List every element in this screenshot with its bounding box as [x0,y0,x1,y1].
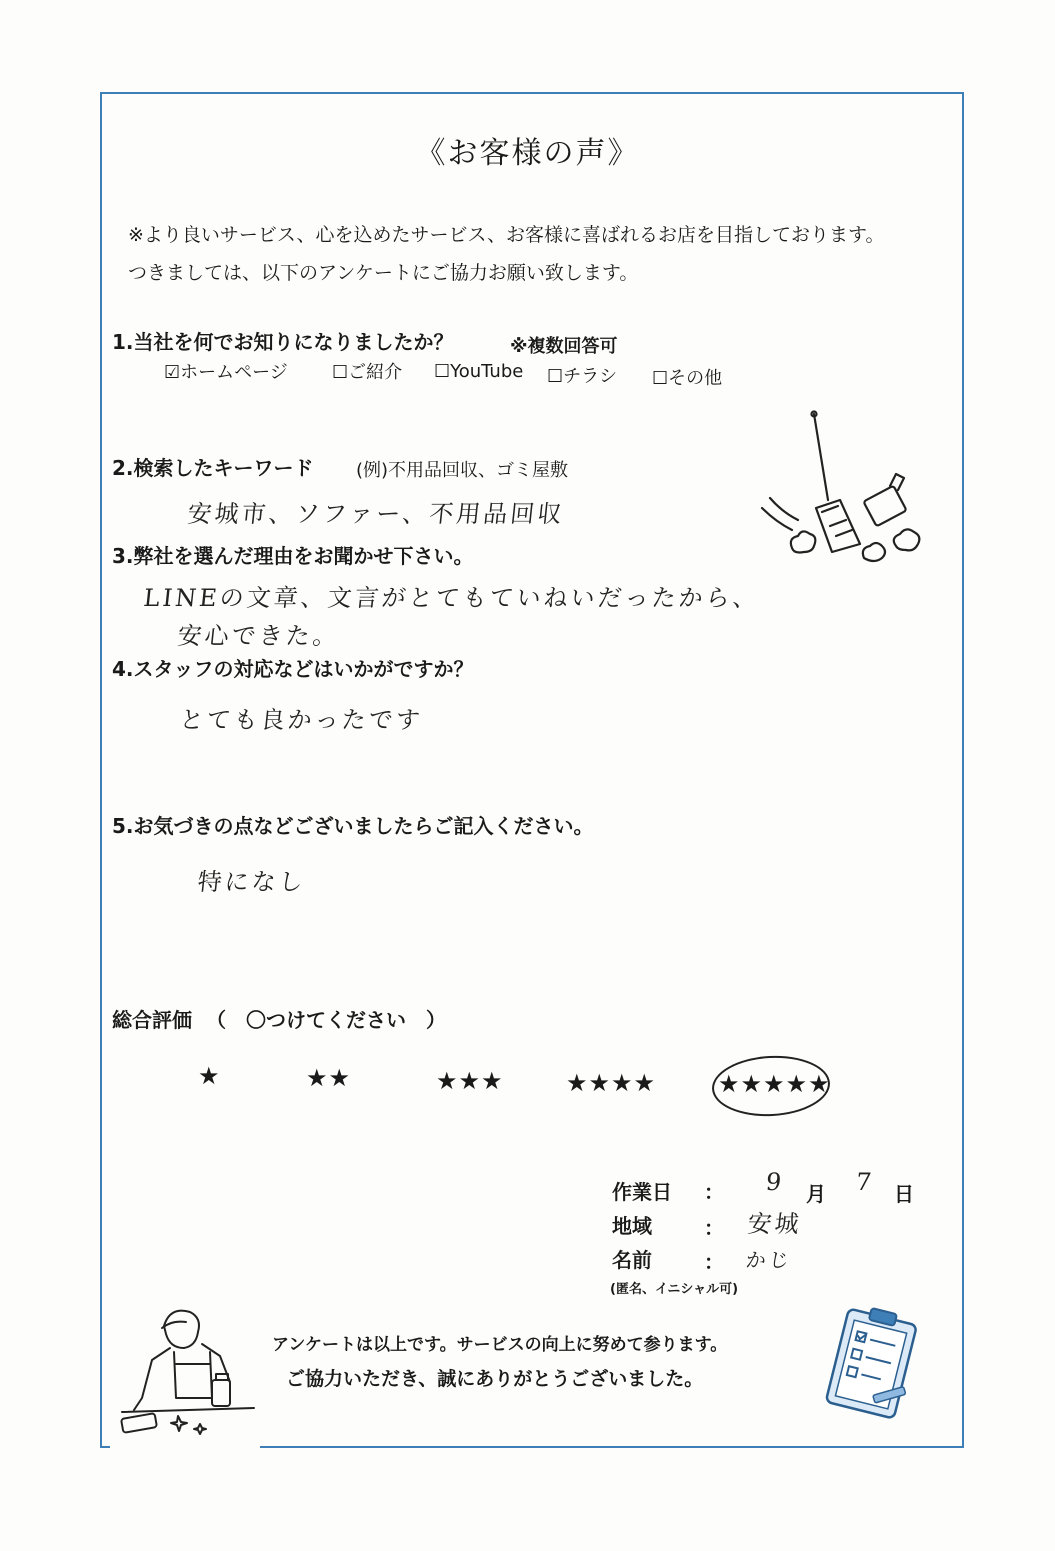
intro-line-2: つきましては、以下のアンケートにご協力お願い致します。 [128,262,639,284]
page-frame [100,92,964,1448]
checkbox-icon: ☐ [547,366,564,387]
work-date-month-value: 9 [764,1168,786,1196]
option-youtube[interactable]: ☐YouTube [434,361,524,382]
rating-option-2[interactable]: ★★ [306,1064,352,1092]
question-3-label: 3.弊社を選んだ理由をお聞かせ下さい。 [112,544,474,568]
option-other[interactable]: ☐その他 [652,368,723,389]
question-4-label: 4.スタッフの対応などはいかがですか？ [112,657,474,681]
page-title: 《お客様の声》 [415,136,640,171]
intro-line-1: ※より良いサービス、心を込めたサービス、お客様に喜ばれるお店を目指しております。 [128,224,885,246]
question-1-note: ※複数回答可 [510,336,618,357]
rating-option-3[interactable]: ★★★ [436,1067,504,1095]
question-5-answer: 特になし [196,868,308,896]
checkbox-checked-icon: ☑ [164,362,181,383]
question-2-example: (例)不用品回収、ゴミ屋敷 [356,460,569,481]
broom-dustpan-icon [752,408,932,578]
question-2-label: 2.検索したキーワード [112,456,314,480]
option-homepage[interactable]: ☑ホームページ [164,362,288,383]
rating-label: 総合評価 [112,1008,192,1032]
checkbox-icon: ☐ [332,362,349,383]
question-3-answer-line-1: LINEの文章、文言がとてもていねいだったから、 [142,584,762,612]
area-label: 地域 [612,1214,652,1238]
checkbox-icon: ☐ [652,368,669,389]
closing-line-2: ご協力いただき、誠にありがとうございました。 [286,1368,704,1390]
area-value: 安城 [746,1210,804,1238]
question-1-label: 1.当社を何でお知りになりましたか？ [112,330,454,354]
name-colon: ： [704,1250,724,1274]
rating-option-1[interactable]: ★ [198,1062,221,1090]
area-colon: ： [704,1216,724,1240]
question-2-answer: 安城市、ソファー、不用品回収 [186,500,566,528]
name-value: かじ [744,1248,794,1272]
option-flyer[interactable]: ☐チラシ [547,366,618,387]
work-date-day-unit: 日 [894,1182,914,1206]
option-referral[interactable]: ☐ご紹介 [332,362,403,383]
work-date-label: 作業日 [612,1180,672,1204]
name-note: (匿名、イニシャル可) [610,1282,739,1297]
clipboard-checklist-icon [820,1306,926,1424]
work-date-day-value: 7 [854,1168,876,1196]
name-label: 名前 [612,1248,652,1272]
checkbox-icon: ☐ [434,361,451,382]
work-date-colon: ： [704,1180,724,1204]
rating-option-5[interactable]: ★★★★★ [718,1070,831,1098]
cleaning-staff-icon [112,1304,264,1444]
question-4-answer: とても良かったです [178,706,425,734]
rating-option-4[interactable]: ★★★★ [566,1069,657,1097]
question-5-label: 5.お気づきの点などございましたらご記入ください。 [112,814,594,838]
question-3-answer-line-2: 安心できた。 [176,622,342,650]
closing-line-1: アンケートは以上です。サービスの向上に努めて参ります。 [272,1335,728,1355]
rating-instruction: （ 〇つけてください ） [206,1008,446,1032]
work-date-month-unit: 月 [806,1182,826,1206]
